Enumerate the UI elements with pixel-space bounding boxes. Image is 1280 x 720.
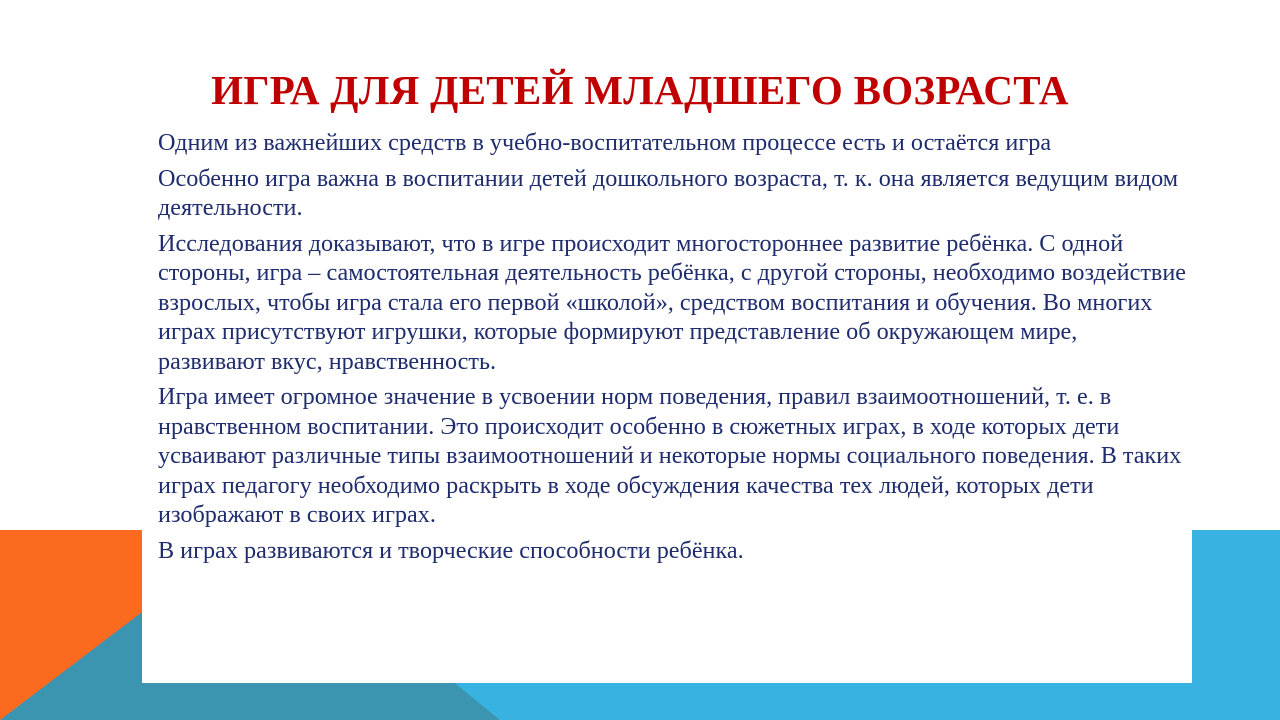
paragraph: Особенно игра важна в воспитании детей дошкольного возраста, т. к. она является ведущим видом деятельности.: [158, 164, 1179, 221]
paragraph: В играх развиваются и творческие способности ребёнка.: [158, 536, 744, 564]
body-text: [158, 128, 1188, 571]
paragraph: Исследования доказывают, что в игре происходит многостороннее развитие ребёнка. С одной стороны, игра – самостоятельная деятельность ребёнка, с другой стороны, необходимо воздействие взрослых, чтобы игра стала его первой «школой», средством воспитания и обучения. Во многих играх присутствуют игрушки, которые формируют представление об окружающем мире, развивают вкус, нравственность.: [158, 229, 1187, 375]
paragraph: Игра имеет огромное значение в усвоении норм поведения, правил взаимоотношений, т. е. в нравственном воспитании. Это происходит особенно в сюжетных играх, в ходе которых дети усваивают различные типы взаимоотношений и некоторые нормы социального поведения. В таких играх педагогу необходимо раскрыть в ходе обсуждения качества тех людей, которых дети изображают в своих играх.: [158, 383, 1182, 528]
slide-title: ИГРА ДЛЯ ДЕТЕЙ МЛАДШЕГО ВОЗРАСТА: [211, 67, 1069, 113]
paragraph: Одним из важнейших средств в учебно-воспитательном процессе есть и остаётся игра: [158, 129, 1052, 156]
